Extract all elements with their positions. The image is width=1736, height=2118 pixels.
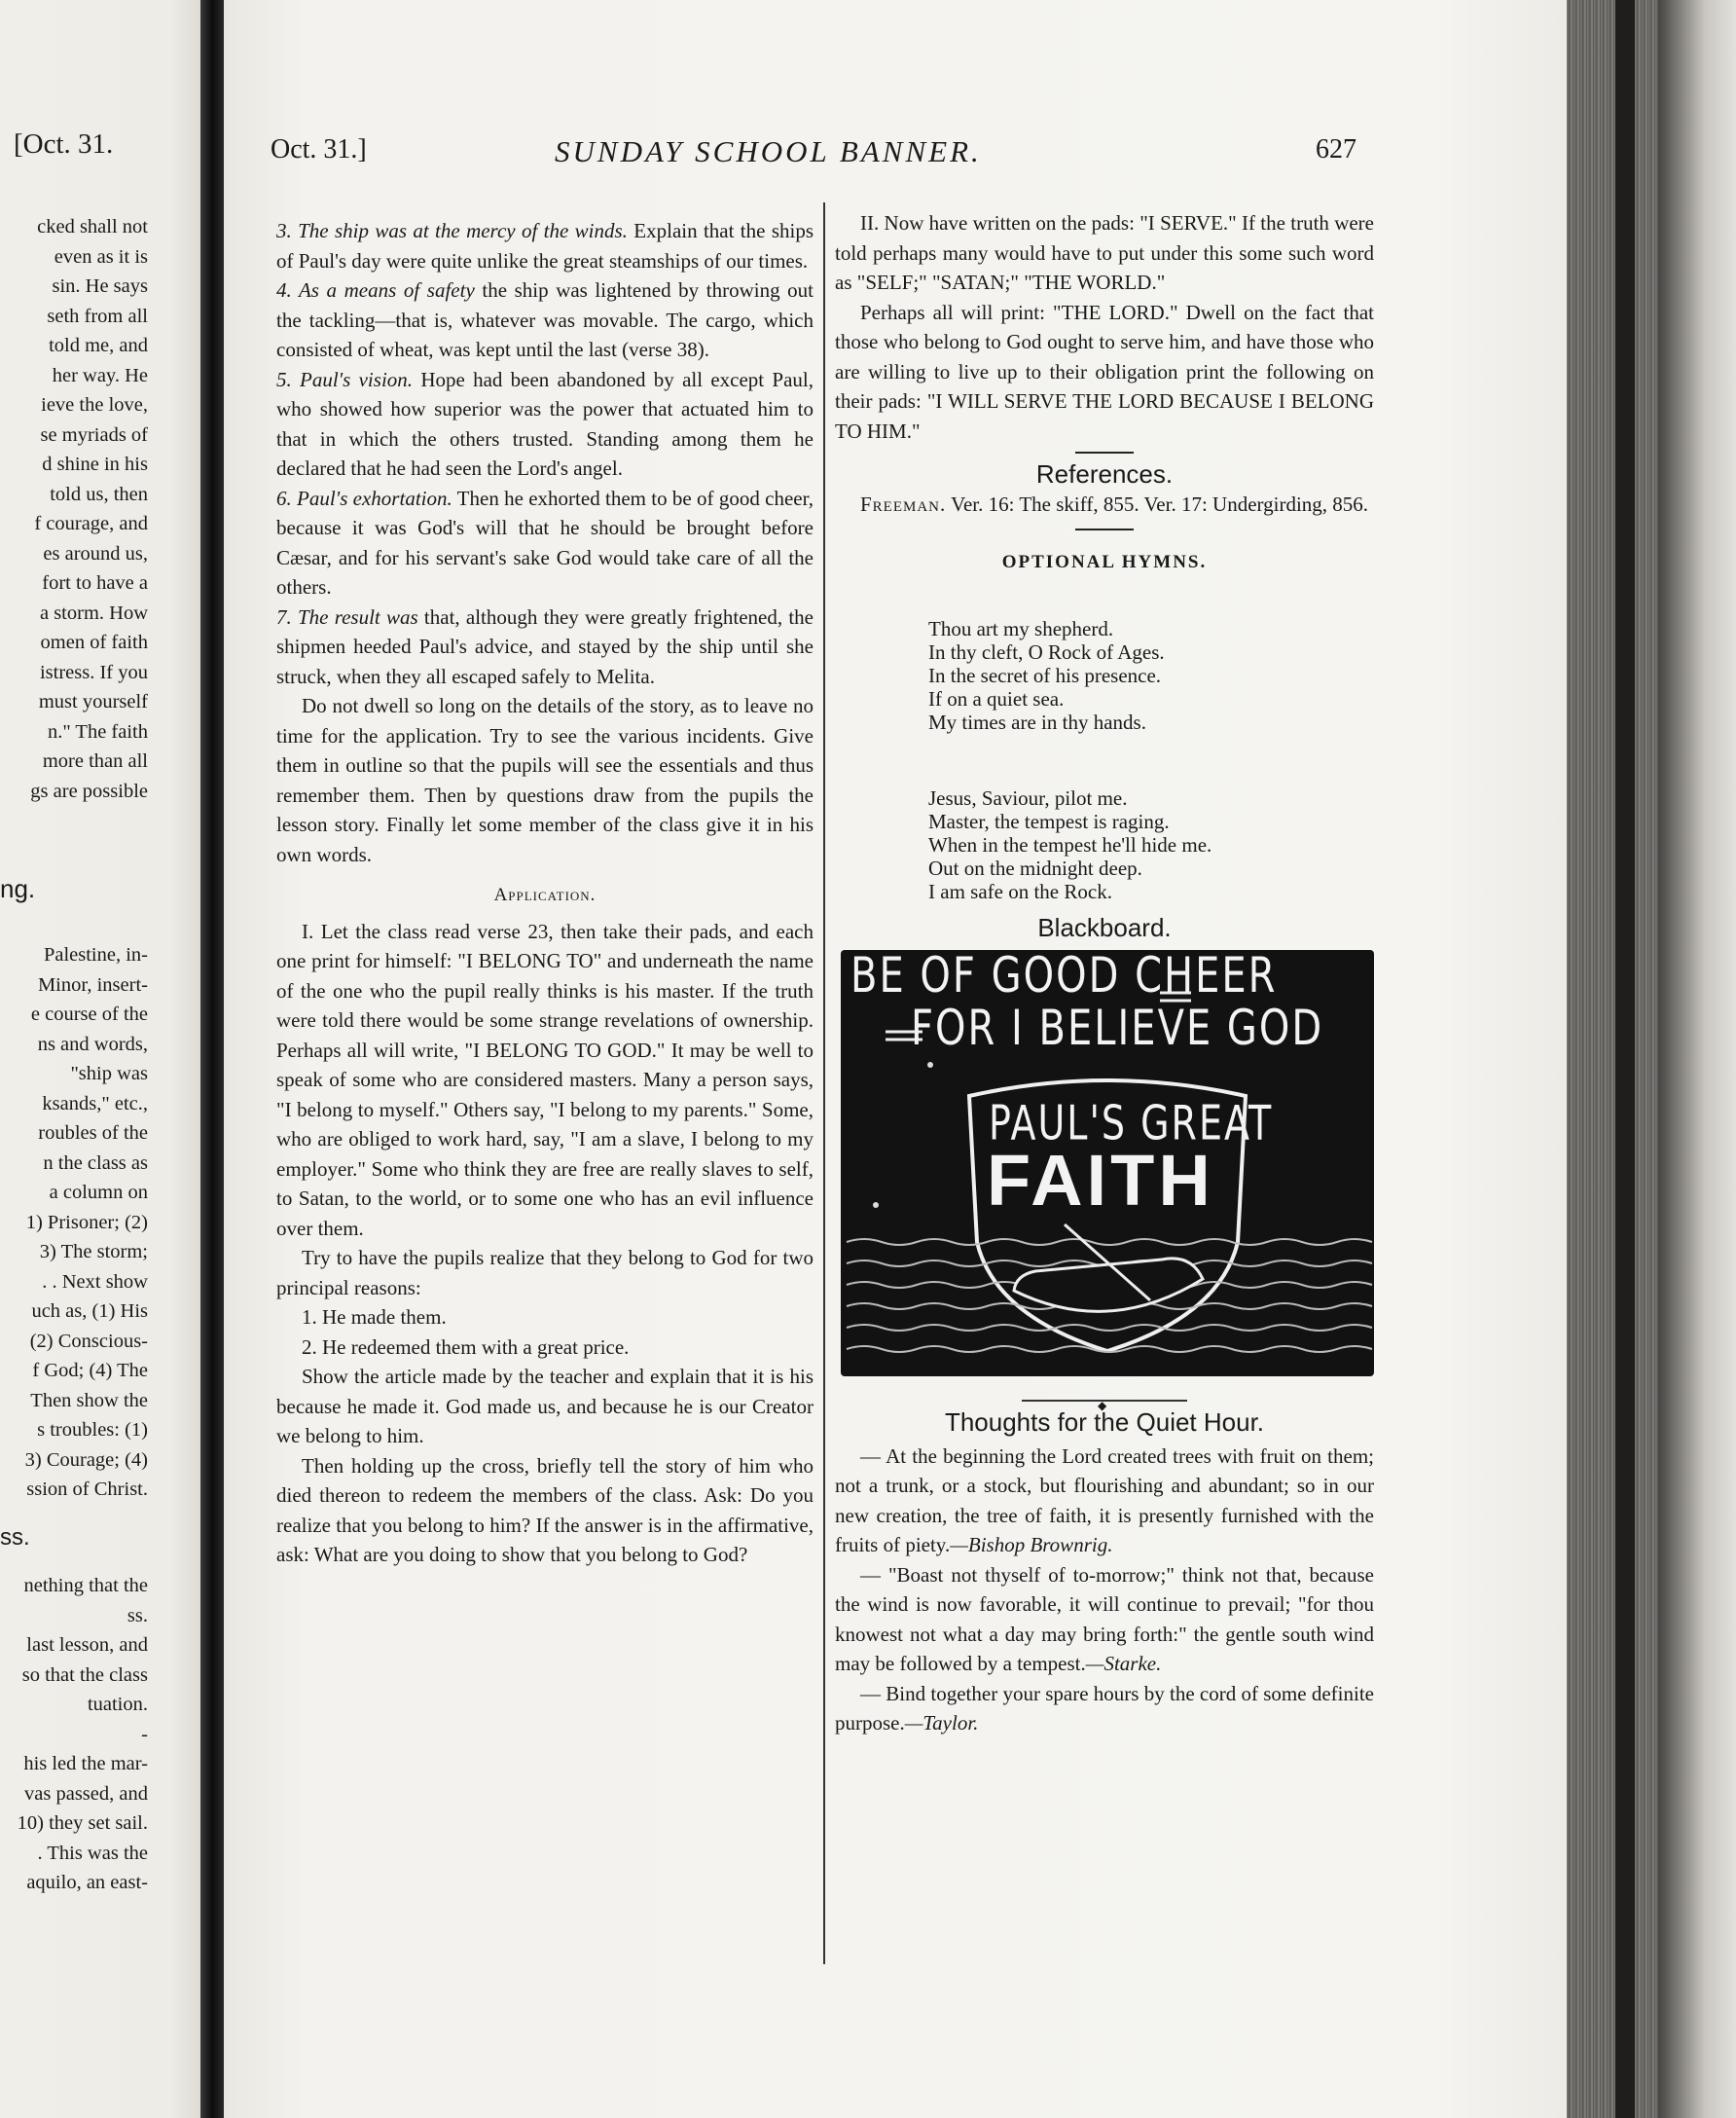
previous-page bbox=[0, 0, 212, 2118]
left-column bbox=[276, 216, 814, 1570]
hymn-title: In thy cleft, O Rock of Ages. bbox=[928, 639, 1165, 664]
text-line: . . Next show bbox=[42, 1270, 148, 1293]
divider bbox=[1075, 452, 1134, 454]
right-column bbox=[835, 208, 1374, 1738]
text-line: . This was the bbox=[37, 1842, 148, 1864]
text-line: her way. He bbox=[52, 364, 148, 386]
application-heading: Application. bbox=[493, 885, 597, 905]
references-text: Freeman. Ver. 16: The skiff, 855. Ver. 17: Undergirding, 856. bbox=[860, 492, 1369, 516]
quotation: — "Boast not thyself of to-morrow;" think not that, because the wind is now favorable, it will continue to prevail; "for thou knowest not what a day may bring forth:" the gentle south wind may be followed by a tempest.—Starke. bbox=[835, 1562, 1374, 1675]
text-line: ksands," etc., bbox=[42, 1092, 148, 1114]
text-line: 3) Courage; (4) bbox=[24, 1448, 148, 1471]
paragraph: Then holding up the cross, briefly tell the story of him who died thereon to redeem the members of the class. Ask: Do you realize that you belong to him? If the answer is in the affirmative, ask: What are you doing to show that you belong to God? bbox=[276, 1453, 814, 1566]
blackboard-line-1: BE OF GOOD CHEER bbox=[850, 950, 1278, 1004]
text-line: uch as, (1) His bbox=[31, 1300, 148, 1322]
text-line: 3) The storm; bbox=[39, 1241, 148, 1262]
text-line: even as it is bbox=[54, 245, 148, 268]
text-line: es around us, bbox=[43, 542, 148, 565]
text-line: d shine in his bbox=[42, 454, 148, 475]
text-line: omen of faith bbox=[40, 632, 148, 653]
paragraph: 6. Paul's exhortation. Then he exhorted them to be of good cheer, because it was God's will that he should be brought before Cæsar, and for his servant's sake God would take care of all the others. bbox=[276, 486, 814, 599]
hymn-title: If on a quiet sea. bbox=[928, 686, 1065, 711]
book-gutter bbox=[200, 0, 224, 2118]
blackboard-line-4: FAITH bbox=[987, 1140, 1214, 1221]
text-line: his led the mar- bbox=[23, 1753, 148, 1774]
column-divider bbox=[823, 202, 825, 1964]
text-line: cked shall not bbox=[37, 216, 148, 237]
paragraph: Do not dwell so long on the details of the story, as to leave no time for the application. Try to see the various incidents. Give them in outline so that the pupils will see the essentials and thus remember them. Then by questions draw from the pupils the lesson story. Finally let some member of the class give it in his own words. bbox=[276, 694, 814, 866]
quiet-hour-heading: Thoughts for the Quiet Hour. bbox=[944, 1407, 1265, 1437]
hymn-title: In the secret of his presence. bbox=[928, 663, 1162, 687]
hymn-title: Jesus, Saviour, pilot me. bbox=[928, 785, 1128, 810]
previous-page-text-block bbox=[0, 1571, 148, 1898]
text-line: se myriads of bbox=[40, 423, 148, 446]
previous-page-text-block bbox=[0, 212, 148, 806]
text-line: 10) they set sail. bbox=[17, 1812, 148, 1834]
book-binding bbox=[1658, 0, 1736, 2118]
book-cover-edge bbox=[1615, 0, 1635, 2118]
header-date: Oct. 31.] bbox=[271, 134, 367, 164]
page-number: 627 bbox=[1316, 134, 1356, 164]
hymn-title: I am safe on the Rock. bbox=[928, 879, 1112, 903]
blackboard-line-3: PAUL'S GREAT bbox=[989, 1094, 1274, 1151]
text-line: 1) Prisoner; (2) bbox=[25, 1211, 148, 1233]
previous-page-header: [Oct. 31. bbox=[14, 128, 114, 160]
text-line: Palestine, in- bbox=[43, 944, 148, 966]
previous-page-heading: ng. bbox=[0, 874, 36, 903]
text-line: fort to have a bbox=[42, 572, 148, 594]
text-line: (2) Conscious- bbox=[29, 1330, 148, 1352]
text-line: ieve the love, bbox=[41, 394, 148, 416]
paragraph: Perhaps all will print: "THE LORD." Dwell on the fact that those who belong to God ought to serve him, and have those who are willing to live up to their obligation print the following on their pads: "I WILL SERVE THE LORD BECAUSE I BELONG TO HIM." bbox=[835, 300, 1374, 443]
text-line: vas passed, and bbox=[24, 1782, 148, 1805]
text-line: "ship was bbox=[70, 1063, 148, 1084]
paragraph: 5. Paul's vision. Hope had been abandoned by all except Paul, who showed how superior was the power that actuated him to that in which the others trusted. Standing among them he declared that he had seen the Lord's angel. bbox=[276, 367, 814, 480]
previous-page-text-block bbox=[0, 940, 148, 1505]
text-line: tuation. bbox=[87, 1694, 148, 1715]
text-line: n." The faith bbox=[47, 720, 148, 743]
text-line: gs are possible bbox=[30, 780, 148, 802]
paragraph: I. Let the class read verse 23, then take their pads, and each one print for himself: "I BELONG TO" and underneath the name of the one who the pupil really thinks is his master. If the truth were told there would be some strange revelations of ownership. Perhaps all will write, "I BELONG TO GOD." It may be well to speak of some who are considered masters. Many a person says, "I belong to myself." Others say, "I belong to my parents." Some, who are obliged to work hard, say, "I am a slave, I belong to my employer." Some who think they are free are really slaves to self, to Satan, to the world, or to some one who has an evil influence over them. bbox=[276, 919, 814, 1240]
text-line: told us, then bbox=[50, 483, 148, 505]
text-line: sin. He says bbox=[52, 275, 148, 297]
text-line: f courage, and bbox=[34, 513, 148, 534]
text-line: nething that the bbox=[23, 1575, 148, 1596]
previous-page-heading: ss. bbox=[0, 1524, 30, 1551]
hymn-list bbox=[835, 617, 1374, 734]
paragraph: 3. The ship was at the mercy of the winds. Explain that the ships of Paul's day were quite unlike the great steamships of our times. bbox=[276, 219, 814, 273]
paragraph: 7. The result was that, although they were greatly frightened, the shipmen heeded Paul's advice, and stayed by the ship until she struck, when they all escaped safely to Melita. bbox=[276, 604, 814, 688]
text-line: s troubles: (1) bbox=[37, 1419, 148, 1441]
list-item: 2. He redeemed them with a great price. bbox=[302, 1334, 630, 1359]
text-line: seth from all bbox=[47, 305, 148, 327]
header-title: SUNDAY SCHOOL BANNER. bbox=[555, 134, 982, 168]
text-line: e course of the bbox=[30, 1004, 148, 1025]
quotation: — Bind together your spare hours by the cord of some definite purpose.—Taylor. bbox=[835, 1681, 1374, 1735]
text-line: Then show the bbox=[30, 1389, 148, 1411]
text-line: ss. bbox=[127, 1604, 148, 1626]
hymn-title: My times are in thy hands. bbox=[928, 710, 1146, 734]
text-line: so that the class bbox=[21, 1663, 148, 1686]
text-line: aquilo, an east- bbox=[26, 1872, 148, 1893]
text-line: a column on bbox=[49, 1182, 148, 1203]
blackboard-heading: Blackboard. bbox=[1037, 912, 1172, 942]
text-line: ns and words, bbox=[37, 1033, 148, 1055]
blackboard-illustration bbox=[841, 950, 1374, 1376]
text-line: more than all bbox=[42, 750, 148, 772]
quotation: — At the beginning the Lord created trees with fruit on them; not a trunk, or a stock, but flourishing and abundant; so in our new creation, the tree of faith, it is presently furnished with the fruits of piety.—Bishop Brownrig. bbox=[835, 1443, 1374, 1556]
text-line: Minor, insert- bbox=[37, 973, 148, 996]
paragraph: Try to have the pupils realize that they belong to God for two principal reasons: bbox=[276, 1246, 814, 1299]
text-line: f God; (4) The bbox=[32, 1360, 148, 1381]
hymn-title: When in the tempest he'll hide me. bbox=[928, 832, 1212, 857]
hymn-list bbox=[835, 786, 1374, 903]
ornament-divider bbox=[1022, 1400, 1187, 1402]
hymn-title: Out on the midnight deep. bbox=[928, 856, 1142, 880]
hymns-heading: OPTIONAL HYMNS. bbox=[1001, 552, 1208, 572]
text-line: must yourself bbox=[38, 691, 148, 712]
blackboard-line-2: FOR I BELIEVE GOD bbox=[911, 1001, 1324, 1057]
paragraph: II. Now have written on the pads: "I SERVE." If the truth were told perhaps many would have to put under this some such word as "SELF;" "SATAN;" "THE WORLD." bbox=[835, 211, 1374, 294]
text-line: istress. If you bbox=[39, 661, 148, 683]
text-line: told me, and bbox=[49, 335, 148, 356]
hymn-title: Master, the tempest is raging. bbox=[928, 809, 1170, 833]
hymn-title: Thou art my shepherd. bbox=[928, 616, 1114, 640]
list-item: 1. He made them. bbox=[302, 1305, 447, 1329]
paragraph: Show the article made by the teacher and explain that it is his because he made it. God made us, and because he is our Creator we belong to him. bbox=[276, 1365, 814, 1447]
text-line: ssion of Christ. bbox=[26, 1479, 148, 1500]
paragraph: 4. As a means of safety the ship was lightened by throwing out the tackling—that is, whatever was movable. The cargo, which consisted of wheat, was kept until the last (verse 38). bbox=[276, 278, 814, 361]
text-line: - bbox=[141, 1723, 148, 1745]
text-line: roubles of the bbox=[38, 1122, 148, 1144]
text-line: a storm. How bbox=[39, 602, 148, 624]
references-heading: References. bbox=[1035, 459, 1174, 489]
text-line: n the class as bbox=[43, 1151, 148, 1174]
divider bbox=[1075, 529, 1134, 530]
text-line: last lesson, and bbox=[26, 1634, 148, 1656]
page-edges bbox=[1567, 0, 1736, 2118]
